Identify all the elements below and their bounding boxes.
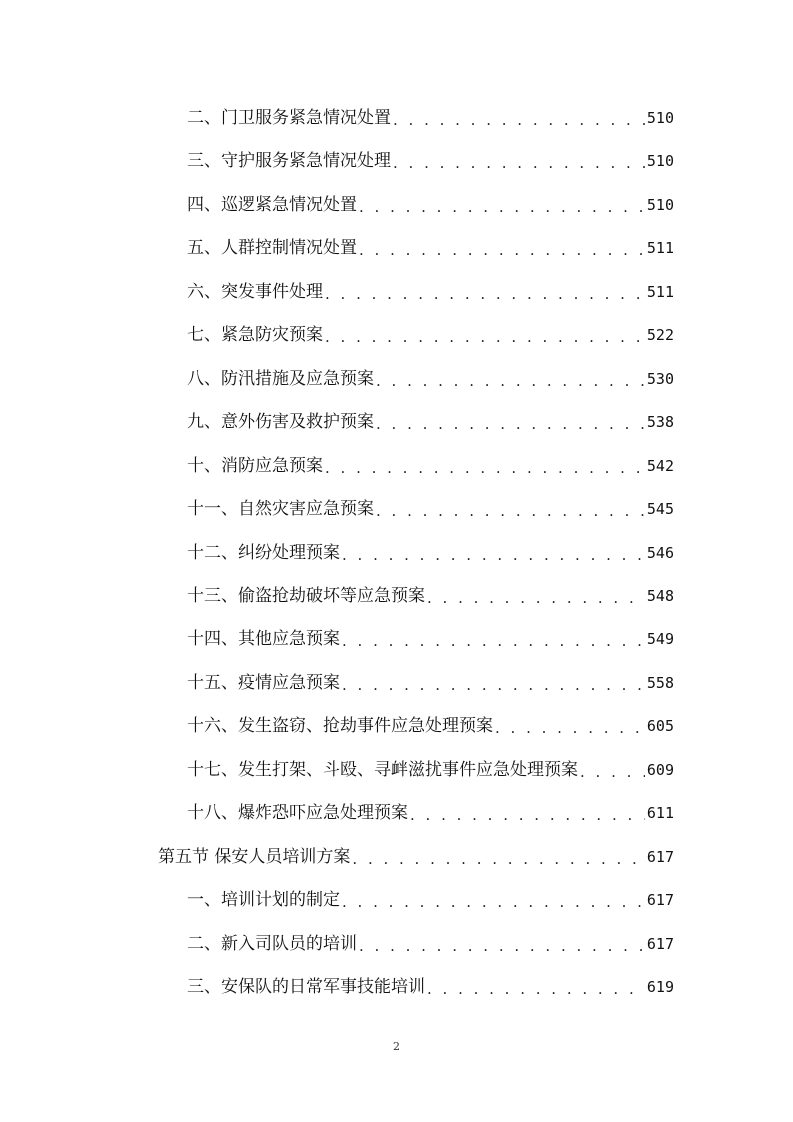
toc-dot-leader (495, 717, 645, 739)
toc-dot-leader (359, 935, 645, 957)
toc-dot-leader (580, 761, 645, 783)
toc-entry-title: 十、消防应急预案 (187, 456, 323, 476)
toc-entry-title: 十二、纠纷处理预案 (187, 543, 340, 563)
toc-entry-title: 十六、发生盗窃、抢劫事件应急处理预案 (187, 716, 493, 736)
toc-dot-leader (376, 500, 645, 522)
toc-entry-page: 545 (646, 500, 674, 518)
toc-entry-title: 十三、偷盗抢劫破坏等应急预案 (187, 586, 425, 606)
toc-entry[interactable] (187, 496, 674, 522)
toc-entry-page: 542 (646, 457, 674, 475)
toc-entry[interactable] (187, 453, 674, 479)
toc-entry-page: 605 (646, 717, 674, 735)
toc-entry[interactable] (187, 192, 674, 218)
toc-entry[interactable] (187, 800, 674, 826)
toc-entry-page: 611 (646, 804, 674, 822)
toc-entry-page: 511 (646, 283, 674, 301)
toc-entry-title: 四、巡逻紧急情况处置 (187, 195, 357, 215)
toc-dot-leader (342, 674, 645, 696)
toc-entry-page: 510 (646, 152, 674, 170)
toc-entry[interactable] (187, 931, 674, 957)
toc-entry-page: 511 (646, 239, 674, 257)
page-number: 2 (393, 1040, 400, 1053)
toc-dot-leader (359, 239, 645, 261)
toc-dot-leader (393, 152, 645, 174)
toc-dot-leader (376, 413, 645, 435)
toc-entry-page: 617 (646, 935, 674, 953)
toc-entry-title: 十七、发生打架、斗殴、寻衅滋扰事件应急处理预案 (187, 760, 578, 780)
toc-entry[interactable] (187, 887, 674, 913)
toc-entry-page: 510 (646, 109, 674, 127)
toc-entry-title: 十八、爆炸恐吓应急处理预案 (187, 803, 408, 823)
toc-dot-leader (376, 370, 645, 392)
toc-dot-leader (325, 283, 645, 305)
toc-entry-title: 一、培训计划的制定 (187, 890, 340, 910)
toc-entry-title: 十五、疫情应急预案 (187, 673, 340, 693)
toc-entry[interactable] (187, 540, 674, 566)
toc-entry[interactable] (187, 583, 674, 609)
toc-entry[interactable] (187, 366, 674, 392)
toc-entry-title: 八、防汛措施及应急预案 (187, 369, 374, 389)
toc-entry-page: 617 (646, 891, 674, 909)
toc-dot-leader (352, 848, 645, 870)
toc-entry-page: 546 (646, 544, 674, 562)
toc-dot-leader (393, 109, 645, 131)
toc-entry[interactable] (187, 409, 674, 435)
toc-entry[interactable] (187, 626, 674, 652)
toc-entry-page: 549 (646, 630, 674, 648)
toc-dot-leader (325, 457, 645, 479)
toc-entry-page: 538 (646, 413, 674, 431)
toc-entry-title: 十四、其他应急预案 (187, 629, 340, 649)
toc-entry-title: 七、紧急防灾预案 (187, 325, 323, 345)
toc-entry[interactable] (187, 322, 674, 348)
toc-entry-page: 530 (646, 370, 674, 388)
toc-dot-leader (342, 630, 645, 652)
toc-dot-leader (342, 891, 645, 913)
toc-entry[interactable] (187, 279, 674, 305)
toc-entry-page: 558 (646, 674, 674, 692)
toc-entry[interactable] (187, 148, 674, 174)
toc-entry-title: 六、突发事件处理 (187, 282, 323, 302)
toc-entry-title: 十一、自然灾害应急预案 (187, 499, 374, 519)
toc-dot-leader (410, 804, 645, 826)
toc-entry[interactable] (187, 974, 674, 1000)
toc-entry-page: 609 (646, 761, 674, 779)
toc-entry[interactable] (187, 670, 674, 696)
toc-entry[interactable] (187, 713, 674, 739)
toc-entry-page: 510 (646, 196, 674, 214)
toc-entry[interactable] (187, 235, 674, 261)
toc-dot-leader (325, 326, 645, 348)
toc-entry-title: 三、安保队的日常军事技能培训 (187, 977, 425, 997)
toc-entry-title: 二、门卫服务紧急情况处置 (187, 108, 391, 128)
toc-entry-title: 五、人群控制情况处置 (187, 238, 357, 258)
toc-entry-page: 522 (646, 326, 674, 344)
toc-entry-title: 二、新入司队员的培训 (187, 934, 357, 954)
toc-entry-page: 619 (646, 978, 674, 996)
toc-entry[interactable] (187, 105, 674, 131)
toc-entry-page: 548 (646, 587, 674, 605)
toc-entry-title: 九、意外伤害及救护预案 (187, 412, 374, 432)
toc-dot-leader (427, 978, 645, 1000)
toc-dot-leader (359, 196, 645, 218)
toc-entry-title: 第五节 保安人员培训方案 (158, 847, 351, 867)
toc-dot-leader (427, 587, 645, 609)
toc-entry-page: 617 (646, 848, 674, 866)
toc-section-entry[interactable] (158, 844, 674, 870)
toc-entry[interactable] (187, 757, 674, 783)
toc-entry-title: 三、守护服务紧急情况处理 (187, 151, 391, 171)
toc-dot-leader (342, 544, 645, 566)
